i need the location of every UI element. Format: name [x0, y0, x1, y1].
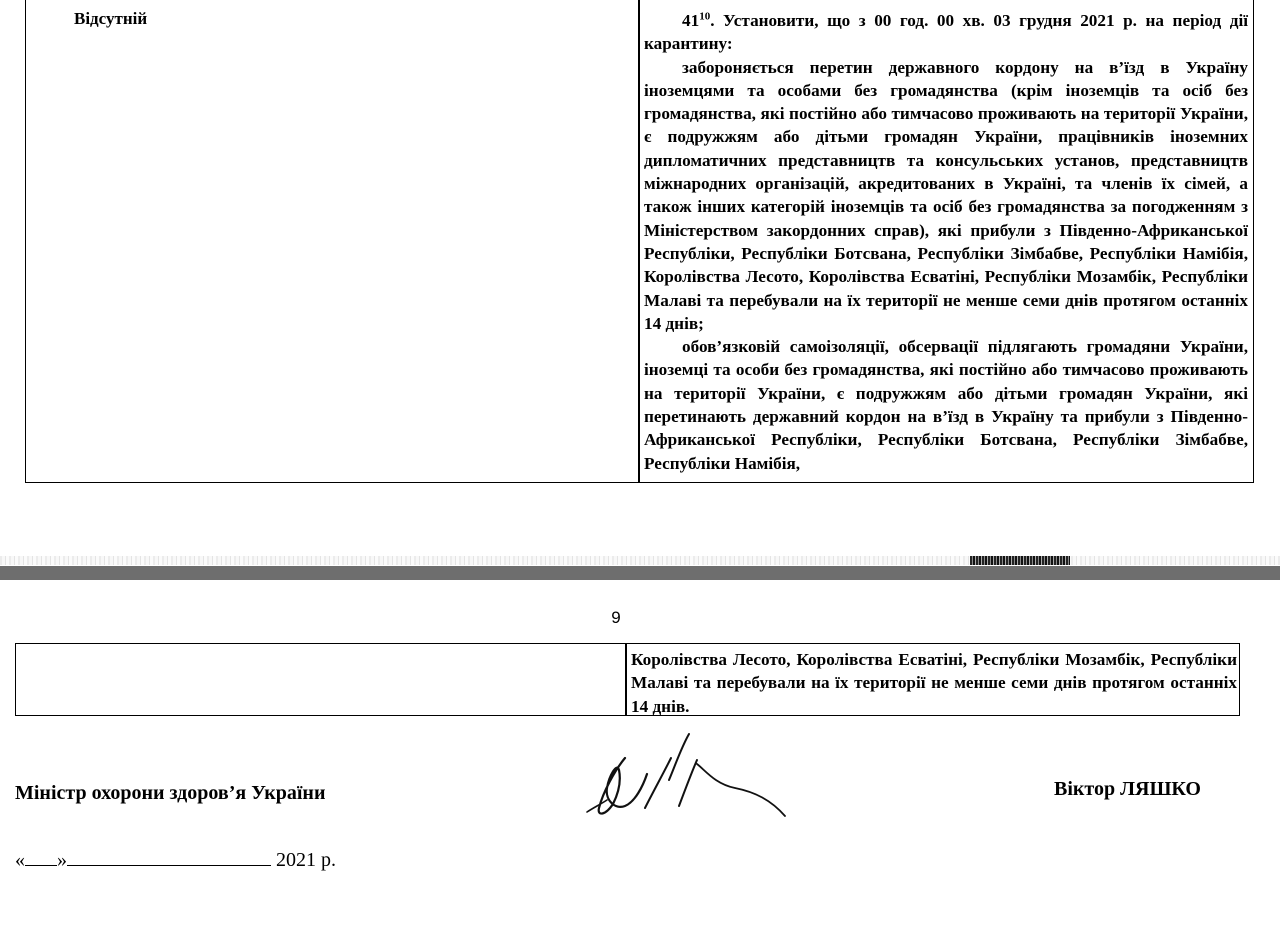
date-month-blank [67, 847, 271, 866]
table-cell-right: Королівства Лесото, Королівства Есватіні, Республіки Мозамбік, Республіки Малаві та перебували на їх території не менше семи днів протягом останніх 14 днів. [631, 650, 1237, 716]
date-open-quote: « [15, 849, 25, 871]
paragraph-entry-ban: забороняється перетин державного кордону на в’їзд в Україну іноземцями та особами без громадянства (крім іноземців та осіб без громадянства, які постійно або тимчасово проживають на території України, є подружжям або дітьми громадян України, працівників іноземних дипломатичних представництв та консульських установ, представництв міжнародних організацій, акредитованих в Україні, та членів їх сімей, а також інших категорій іноземців та осіб без громадянства за погодженням з Міністерством закордонних справ), які прибули з Південно-Африканської Республіки, Республіки Ботсвана, Республіки Зімбабве, Республіки Намібія, Королівства Лесото, Королівства Есватіні, Республіки Мозамбік, Республіки Малаві та перебували на їх території не менше семи днів протягом останніх 14 днів; [644, 57, 1248, 333]
scan-artifact-dark [970, 556, 1070, 565]
point-superscript: 10 [699, 10, 711, 23]
point-number: 41 [682, 11, 700, 30]
signer-name: Віктор ЛЯШКО [1054, 778, 1201, 800]
table-cell-right [644, 9, 1248, 475]
page-number: 9 [611, 608, 621, 627]
scan-artifact-strip [0, 556, 1280, 565]
handwritten-signature [585, 730, 795, 825]
date-line [15, 847, 336, 872]
paragraph-self-isolation: обов’язковій самоізоляції, обсервації підлягають громадяни України, іноземці та особи без громадянства, які постійно або тимчасово проживають на території України, є подружжям або дітьми громадян України, які перетинають державний кордон на в’їзд в Україну та прибули з Південно-Африканської Республіки, Республіки Ботсвана, Республіки Зімбабве, Республіки Намібія, [644, 337, 1248, 473]
date-day-blank [25, 847, 57, 866]
table-column-divider [638, 0, 640, 482]
comparison-table-top [25, 0, 1254, 483]
point-intro-text: . Установити, що з 00 год. 00 хв. 03 грудня 2021 р. на період дії карантину: [644, 11, 1248, 54]
comparison-table-bottom [15, 643, 1240, 716]
minister-title: Міністр охорони здоров’я України [15, 782, 326, 804]
table-column-divider [625, 644, 627, 715]
date-close-quote: » [57, 849, 67, 871]
date-year: 2021 р. [276, 849, 336, 871]
paragraph-point-41 [644, 9, 1248, 56]
page-break-bar [0, 566, 1280, 580]
table-cell-left: Відсутній [74, 9, 148, 28]
